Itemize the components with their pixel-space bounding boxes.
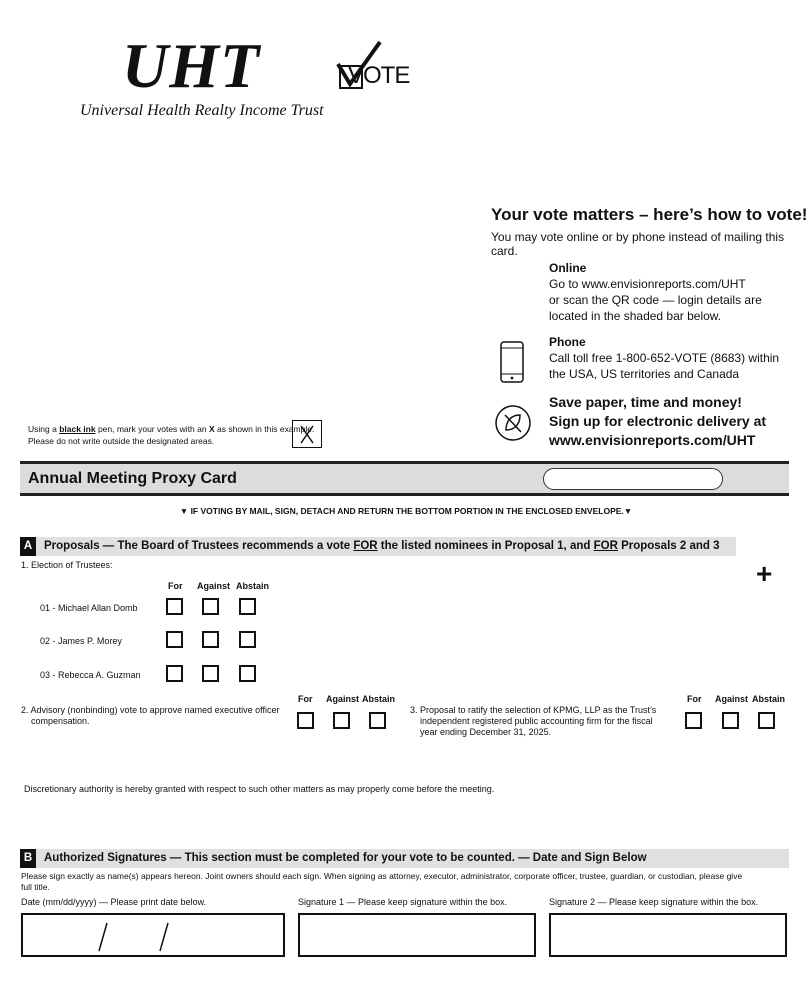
online-line-3: located in the shaded bar below. (549, 309, 722, 323)
phone-heading: Phone (549, 335, 586, 349)
p3-col-against: Against (715, 694, 749, 704)
signature-1-field[interactable] (298, 913, 536, 957)
mail-instruction: ▼ IF VOTING BY MAIL, SIGN, DETACH AND RETURN THE BOTTOM PORTION IN THE ENCLOSED ENVELOPE.▼ (179, 506, 633, 516)
nominee-01-against-checkbox[interactable] (202, 598, 219, 615)
date-separators (23, 915, 283, 955)
online-line-1: Go to www.envisionreports.com/UHT (549, 277, 746, 291)
example-mark-box (292, 420, 322, 448)
nominee-03: 03 - Rebecca A. Guzman (40, 670, 141, 680)
login-pill (543, 468, 723, 490)
signature-1-label: Signature 1 — Please keep signature within the box. (298, 897, 508, 907)
vote-logo (336, 40, 416, 92)
col-for: For (168, 581, 183, 591)
card-title: Annual Meeting Proxy Card (28, 470, 237, 487)
nominee-02-against-checkbox[interactable] (202, 631, 219, 648)
phone-icon (500, 341, 524, 383)
online-heading: Online (549, 261, 587, 275)
phone-line-1: Call toll free 1-800-652-VOTE (8683) within (549, 351, 780, 365)
proposal-2-for-checkbox[interactable] (297, 712, 314, 729)
nominee-02: 02 - James P. Morey (40, 636, 122, 646)
vote-logo-text: VOTE (348, 62, 410, 89)
leaf-icon (494, 404, 532, 442)
signature-2-field[interactable] (549, 913, 787, 957)
p3-col-abstain: Abstain (752, 694, 786, 704)
section-b-letter: B (20, 849, 36, 868)
online-method (549, 260, 762, 324)
phone-line-2: the USA, US territories and Canada (549, 367, 740, 381)
nominee-01-abstain-checkbox[interactable] (239, 598, 256, 615)
p2-col-abstain: Abstain (362, 694, 396, 704)
save-line-3[interactable]: www.envisionreports.com/UHT (549, 432, 756, 448)
p2-col-for: For (298, 694, 313, 704)
proposal-2-text: 2. Advisory (nonbinding) vote to approve named executive officer compensation. (21, 705, 280, 726)
nominee-01: 01 - Michael Allan Domb (40, 603, 138, 613)
nominee-01-for-checkbox[interactable] (166, 598, 183, 615)
proposal-2-abstain-checkbox[interactable] (369, 712, 386, 729)
col-against: Against (197, 581, 231, 591)
ink-line-2: Please do not write outside the designated areas. (28, 436, 215, 446)
section-a-letter: A (20, 537, 36, 556)
proposal-3-against-checkbox[interactable] (722, 712, 739, 729)
plus-mark: + (756, 558, 773, 589)
proposal-3-abstain-checkbox[interactable] (758, 712, 775, 729)
p3-col-for: For (687, 694, 702, 704)
nominee-02-abstain-checkbox[interactable] (239, 631, 256, 648)
section-b-heading: B Authorized Signatures — This section must be completed for your vote to be counted. — Date and Sign Below (20, 849, 789, 868)
proposal-1-label: 1. Election of Trustees: (21, 560, 113, 570)
proposal-3-for-checkbox[interactable] (685, 712, 702, 729)
online-line-2: or scan the QR code — login details are (549, 293, 762, 307)
signature-instructions: Please sign exactly as name(s) appears hereon. Joint owners should each sign. When signing as attorney, executor, administrator, corporate officer, trustee, guardian, or custodian, please give full title. (21, 871, 743, 892)
date-label: Date (mm/dd/yyyy) — Please print date below. (21, 897, 207, 907)
save-line-1: Save paper, time and money! (549, 394, 742, 410)
nominee-03-against-checkbox[interactable] (202, 665, 219, 682)
howto-subtitle: You may vote online or by phone instead of mailing this card. (491, 230, 785, 258)
nominee-03-abstain-checkbox[interactable] (239, 665, 256, 682)
electronic-delivery (549, 393, 766, 450)
ink-instructions: Using a black ink pen, mark your votes with an X as shown in this example. Please do not write outside the designated areas. (28, 424, 315, 446)
discretionary-authority: Discretionary authority is hereby granted with respect to such other matters as may properly come before the meeting. (24, 784, 495, 794)
proposal-2-against-checkbox[interactable] (333, 712, 350, 729)
company-name: Universal Health Realty Income Trust (80, 102, 324, 119)
x-mark-icon (293, 421, 321, 447)
p2-col-against: Against (326, 694, 360, 704)
proxy-card-bar (20, 461, 789, 496)
save-line-2: Sign up for electronic delivery at (549, 413, 767, 429)
section-a-heading: A Proposals — The Board of Trustees recommends a vote FOR the listed nominees in Proposal 1, and FOR Proposals 2 and 3 (20, 537, 736, 556)
proposal-3-text: 3. Proposal to ratify the selection of KPMG, LLP as the Trust’s independent registered public accounting firm for the fiscal year ending December 31, 2025. (410, 705, 657, 737)
date-field[interactable] (21, 913, 285, 957)
phone-method (549, 334, 779, 382)
signature-2-label: Signature 2 — Please keep signature within the box. (549, 897, 759, 907)
nominee-02-for-checkbox[interactable] (166, 631, 183, 648)
nominee-03-for-checkbox[interactable] (166, 665, 183, 682)
col-abstain: Abstain (236, 581, 270, 591)
howto-title: Your vote matters – here’s how to vote! (491, 205, 808, 224)
uht-logo: UHT (122, 30, 261, 101)
